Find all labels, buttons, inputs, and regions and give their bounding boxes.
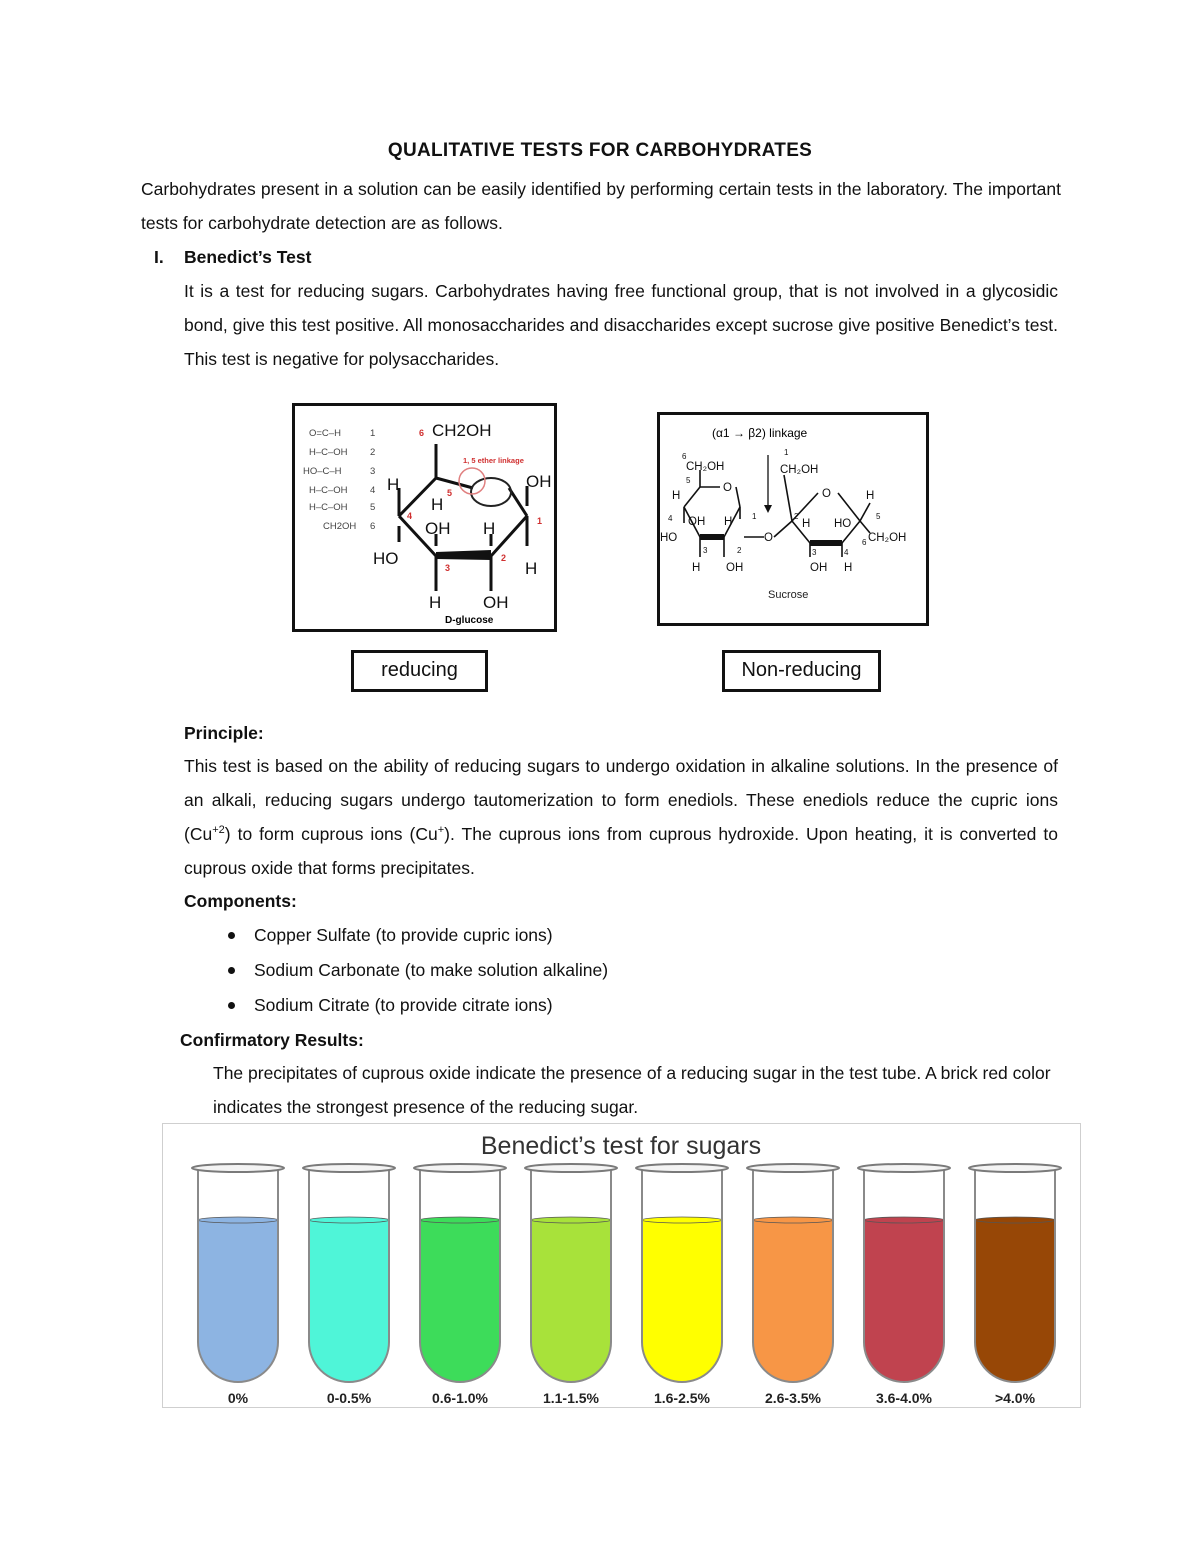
tube-label: 0% xyxy=(227,1390,249,1406)
atom-label: H xyxy=(866,490,875,502)
bullet-icon xyxy=(228,967,235,974)
nonreducing-label: Non-reducing xyxy=(722,650,881,692)
fischer-line: H–C–OH xyxy=(309,502,348,513)
list-item: Copper Sulfate (to provide cupric ions) xyxy=(184,918,984,953)
fischer-number: 4 xyxy=(370,485,376,496)
bullet-icon xyxy=(228,932,235,939)
tube-liquid xyxy=(642,1220,722,1382)
sucrose-structure-figure xyxy=(657,412,929,626)
linkage-arrowhead xyxy=(764,505,772,513)
list-item: Sodium Carbonate (to make solution alkaline) xyxy=(184,953,984,988)
fischer-projection xyxy=(303,428,375,532)
ring-oxygen-circle xyxy=(471,478,511,506)
tube-lip xyxy=(192,1164,284,1172)
tube-liquid xyxy=(753,1220,833,1382)
carbon-number: 4 xyxy=(407,511,413,521)
atom-label: H xyxy=(431,495,444,514)
tube-lip xyxy=(636,1164,728,1172)
tube-liquid xyxy=(309,1220,389,1382)
carbon-number: 3 xyxy=(812,548,817,557)
list-item: Sodium Citrate (to provide citrate ions) xyxy=(184,988,984,1023)
tube-label: 2.6-3.5% xyxy=(764,1390,822,1406)
atom-label: H xyxy=(802,518,811,530)
sucrose-structure-diagram xyxy=(660,415,926,623)
test-tube xyxy=(192,1164,284,1406)
test-tube xyxy=(747,1164,839,1406)
fischer-line: H–C–OH xyxy=(309,485,348,496)
fischer-line: HO–C–H xyxy=(303,466,342,477)
carbon-number: 3 xyxy=(703,546,708,555)
glucose-caption: D-glucose xyxy=(445,615,494,626)
intro-paragraph: Carbohydrates present in a solution can be easily identified by performing certain tests in the laboratory. The important tests for carbohydrate detection are as follows. xyxy=(141,179,1061,233)
carbon-number: 1 xyxy=(537,516,543,526)
tube-liquid-surface xyxy=(420,1217,500,1223)
carbon-number: 5 xyxy=(447,488,453,498)
carbon-number: 2 xyxy=(794,512,799,521)
fischer-line: CH2OH xyxy=(323,521,357,532)
atom-label: H xyxy=(844,562,853,574)
reducing-label: reducing xyxy=(351,650,488,692)
carbon-number: 6 xyxy=(419,428,425,438)
test-tube xyxy=(525,1164,617,1406)
tube-liquid-surface xyxy=(198,1217,278,1223)
glucose-ring xyxy=(399,444,527,591)
tube-liquid-surface xyxy=(975,1217,1055,1223)
atom-label: O xyxy=(822,488,831,500)
atom-label: OH xyxy=(726,562,744,574)
fischer-number: 5 xyxy=(370,502,376,513)
atom-label: HO xyxy=(373,549,399,568)
tube-liquid xyxy=(975,1220,1055,1382)
carbon-number: 5 xyxy=(686,476,691,485)
tube-liquid xyxy=(531,1220,611,1382)
fischer-number: 1 xyxy=(370,428,376,439)
atom-label: HO xyxy=(660,532,678,544)
principle-text: This test is based on the ability of reducing sugars to undergo oxidation in alkaline solutions. In the presence of an alkali, reducing sugars undergo tautomerization to form enediols. These enediols reduce the cupric ions $(Cu^{+2})$ to form cuprous ions (Cu+). The cuprous ions from cuprous hydroxide. Upon heating, it is converted to cuprous oxide that forms precipitates. xyxy=(184,756,1058,878)
tube-label: 0.6-1.0% xyxy=(431,1390,489,1406)
carbon-number: 2 xyxy=(501,553,507,563)
atom-label: OH xyxy=(526,472,552,491)
tubes-title: Benedict’s test for sugars xyxy=(480,1132,762,1160)
tube-lip xyxy=(525,1164,617,1172)
tubes-diagram xyxy=(163,1124,1080,1407)
principle-heading: Principle: xyxy=(184,723,264,743)
atom-label: O xyxy=(723,482,732,494)
linkage-label: (α1 → β2) linkage xyxy=(712,426,808,440)
atom-label: H xyxy=(483,519,496,538)
atom-label: CH₂OH xyxy=(868,532,907,544)
components-list xyxy=(184,918,984,1023)
section-number: I. xyxy=(154,247,164,267)
atom-label: H xyxy=(724,516,733,528)
benedict-description: It is a test for reducing sugars. Carbohydrates having free functional group, that is not involved in a glycosidic bond, give this test positive. All monosaccharides and disaccharides except sucrose give positive Benedict’s test. This test is negative for polysaccharides. xyxy=(184,281,1058,369)
fischer-line: O=C–H xyxy=(309,428,341,439)
fischer-number: 3 xyxy=(370,466,376,477)
atom-label: O xyxy=(764,532,773,544)
atom-label: OH xyxy=(810,562,828,574)
carbon-number: 4 xyxy=(668,514,673,523)
confirmatory-heading: Confirmatory Results: xyxy=(180,1030,364,1050)
benedict-tubes-figure xyxy=(162,1123,1081,1408)
test-tube xyxy=(303,1164,395,1406)
tube-liquid xyxy=(420,1220,500,1382)
carbon-number: 1 xyxy=(784,448,789,457)
tube-lip xyxy=(969,1164,1061,1172)
confirmatory-text: The precipitates of cuprous oxide indicate the presence of a reducing sugar in the test tube. A brick red color indicates the strongest presence of the reducing sugar. xyxy=(213,1063,1051,1117)
components-heading: Components: xyxy=(184,891,297,911)
glucose-structure-figure xyxy=(292,403,557,632)
carbon-number: 3 xyxy=(445,563,451,573)
glucopyranose-ring xyxy=(684,470,792,557)
atom-label: H xyxy=(672,490,681,502)
tube-lip xyxy=(303,1164,395,1172)
document-title: QUALITATIVE TESTS FOR CARBOHYDRATES xyxy=(387,140,813,161)
glucose-structure-diagram xyxy=(295,406,554,629)
section-heading: Benedict’s Test xyxy=(184,247,312,267)
atom-label: H xyxy=(525,559,538,578)
carbon-number: 4 xyxy=(844,548,849,557)
test-tube xyxy=(636,1164,728,1406)
tube-liquid xyxy=(198,1220,278,1382)
tube-label: 3.6-4.0% xyxy=(875,1390,933,1406)
tube-lip xyxy=(414,1164,506,1172)
atom-label: H xyxy=(387,475,400,494)
tube-liquid-surface xyxy=(531,1217,611,1223)
tube-liquid-surface xyxy=(864,1217,944,1223)
tube-label: 1.6-2.5% xyxy=(653,1390,711,1406)
tube-label: 1.1-1.5% xyxy=(542,1390,600,1406)
tube-liquid xyxy=(864,1220,944,1382)
carbon-number: 1 xyxy=(752,512,757,521)
atom-label: OH xyxy=(688,516,706,528)
test-tube xyxy=(969,1164,1061,1406)
sucrose-caption: Sucrose xyxy=(768,589,809,601)
fischer-line: H–C–OH xyxy=(309,447,348,458)
bullet-icon xyxy=(228,1002,235,1009)
atom-label: CH₂OH xyxy=(780,464,819,476)
tube-liquid-surface xyxy=(309,1217,389,1223)
tube-lip xyxy=(858,1164,950,1172)
test-tube xyxy=(414,1164,506,1406)
ch2oh-label: CH2OH xyxy=(432,421,492,440)
atom-label: OH xyxy=(425,519,451,538)
atom-label: CH₂OH xyxy=(686,461,725,473)
fischer-number: 2 xyxy=(370,447,376,458)
carbon-number: 6 xyxy=(682,452,687,461)
tube-label: 0-0.5% xyxy=(326,1390,372,1406)
ring-bond-bold xyxy=(436,550,491,560)
tube-liquid-surface xyxy=(753,1217,833,1223)
linkage-note: 1, 5 ether linkage xyxy=(463,456,524,465)
tube-label: >4.0% xyxy=(994,1390,1036,1406)
atom-label: OH xyxy=(483,593,509,612)
carbon-number: 5 xyxy=(876,512,881,521)
carbon-number: 6 xyxy=(862,538,867,547)
tube-lip xyxy=(747,1164,839,1172)
carbon-number: 2 xyxy=(737,546,742,555)
tube-liquid-surface xyxy=(642,1217,722,1223)
atom-label: H xyxy=(692,562,701,574)
test-tube xyxy=(858,1164,950,1406)
fischer-number: 6 xyxy=(370,521,376,532)
atom-label: H xyxy=(429,593,442,612)
atom-label: HO xyxy=(834,518,852,530)
